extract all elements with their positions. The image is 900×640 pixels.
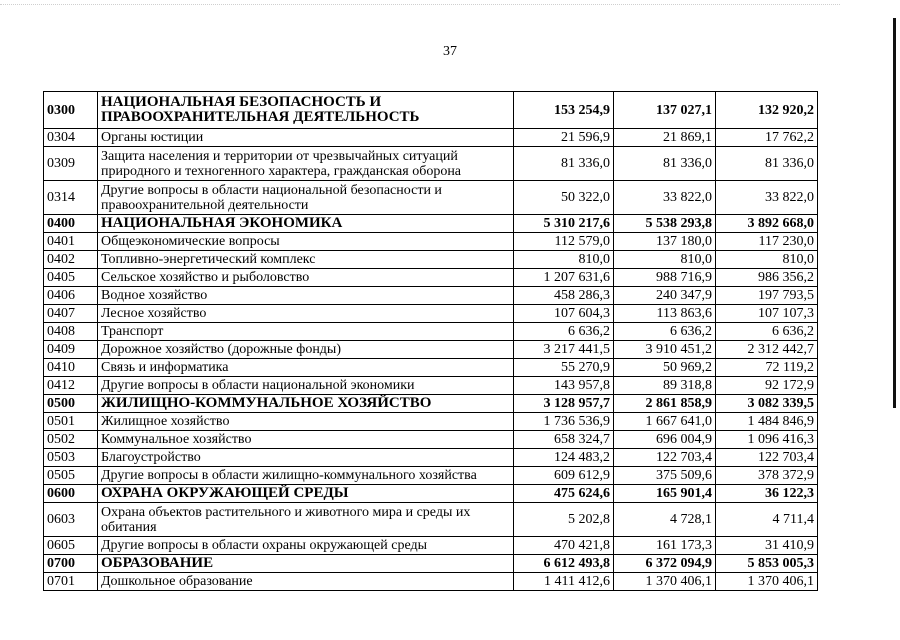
row-name: ОБРАЗОВАНИЕ (98, 555, 514, 573)
row-value-col3: 197 793,5 (716, 287, 818, 305)
row-code: 0309 (44, 147, 98, 181)
row-name: Дорожное хозяйство (дорожные фонды) (98, 341, 514, 359)
table-row (44, 467, 818, 485)
row-value-col2: 1 370 406,1 (614, 573, 716, 591)
row-value-col2: 122 703,4 (614, 449, 716, 467)
row-value-col1: 5 202,8 (514, 503, 614, 537)
row-value-col2: 696 004,9 (614, 431, 716, 449)
section-row (44, 485, 818, 503)
row-value-col3: 4 711,4 (716, 503, 818, 537)
row-value-col2: 5 538 293,8 (614, 215, 716, 233)
row-value-col1: 143 957,8 (514, 377, 614, 395)
section-row (44, 215, 818, 233)
row-code: 0501 (44, 413, 98, 431)
row-value-col2: 3 910 451,2 (614, 341, 716, 359)
table-row (44, 323, 818, 341)
row-code: 0304 (44, 129, 98, 147)
row-value-col2: 113 863,6 (614, 305, 716, 323)
row-name: Другие вопросы в области национальной безопасности и правоохранительной деятельности (98, 181, 514, 215)
row-value-col1: 810,0 (514, 251, 614, 269)
row-name: Охрана объектов растительного и животного мира и среды их обитания (98, 503, 514, 537)
row-value-col2: 4 728,1 (614, 503, 716, 537)
row-value-col2: 165 901,4 (614, 485, 716, 503)
row-code: 0500 (44, 395, 98, 413)
row-code: 0314 (44, 181, 98, 215)
table-row (44, 413, 818, 431)
row-code: 0701 (44, 573, 98, 591)
row-value-col2: 6 372 094,9 (614, 555, 716, 573)
row-value-col3: 3 082 339,5 (716, 395, 818, 413)
row-value-col3: 92 172,9 (716, 377, 818, 395)
row-value-col2: 6 636,2 (614, 323, 716, 341)
table-row (44, 431, 818, 449)
row-value-col1: 107 604,3 (514, 305, 614, 323)
row-name: Другие вопросы в области жилищно-коммунального хозяйства (98, 467, 514, 485)
row-value-col2: 50 969,2 (614, 359, 716, 377)
row-code: 0405 (44, 269, 98, 287)
row-code: 0600 (44, 485, 98, 503)
row-value-col1: 153 254,9 (514, 92, 614, 129)
row-value-col3: 122 703,4 (716, 449, 818, 467)
row-value-col1: 609 612,9 (514, 467, 614, 485)
row-name: Другие вопросы в области охраны окружающей среды (98, 537, 514, 555)
row-value-col1: 6 612 493,8 (514, 555, 614, 573)
budget-table (43, 91, 818, 591)
table-row (44, 233, 818, 251)
row-name: ОХРАНА ОКРУЖАЮЩЕЙ СРЕДЫ (98, 485, 514, 503)
row-value-col3: 810,0 (716, 251, 818, 269)
table-row (44, 287, 818, 305)
row-value-col1: 3 217 441,5 (514, 341, 614, 359)
row-value-col3: 33 822,0 (716, 181, 818, 215)
row-name: НАЦИОНАЛЬНАЯ БЕЗОПАСНОСТЬ И ПРАВООХРАНИТЕЛЬНАЯ ДЕЯТЕЛЬНОСТЬ (98, 92, 514, 129)
scan-right-edge-mark (893, 18, 896, 408)
budget-table-body (44, 92, 818, 591)
table-row (44, 449, 818, 467)
row-name: Лесное хозяйство (98, 305, 514, 323)
table-row (44, 251, 818, 269)
row-name: Дошкольное образование (98, 573, 514, 591)
row-value-col3: 17 762,2 (716, 129, 818, 147)
row-value-col3: 72 119,2 (716, 359, 818, 377)
row-code: 0412 (44, 377, 98, 395)
row-code: 0505 (44, 467, 98, 485)
row-value-col3: 1 096 416,3 (716, 431, 818, 449)
row-code: 0300 (44, 92, 98, 129)
row-value-col1: 3 128 957,7 (514, 395, 614, 413)
table-row (44, 377, 818, 395)
row-value-col3: 2 312 442,7 (716, 341, 818, 359)
row-value-col2: 137 180,0 (614, 233, 716, 251)
table-row (44, 537, 818, 555)
row-value-col2: 81 336,0 (614, 147, 716, 181)
row-value-col1: 470 421,8 (514, 537, 614, 555)
section-row (44, 395, 818, 413)
row-code: 0603 (44, 503, 98, 537)
row-value-col3: 5 853 005,3 (716, 555, 818, 573)
table-row (44, 503, 818, 537)
row-value-col3: 6 636,2 (716, 323, 818, 341)
row-value-col2: 33 822,0 (614, 181, 716, 215)
row-name: Связь и информатика (98, 359, 514, 377)
row-value-col2: 137 027,1 (614, 92, 716, 129)
row-value-col2: 89 318,8 (614, 377, 716, 395)
row-value-col2: 1 667 641,0 (614, 413, 716, 431)
row-name: Сельское хозяйство и рыболовство (98, 269, 514, 287)
row-name: Благоустройство (98, 449, 514, 467)
row-name: Водное хозяйство (98, 287, 514, 305)
row-value-col1: 6 636,2 (514, 323, 614, 341)
row-value-col3: 117 230,0 (716, 233, 818, 251)
row-code: 0400 (44, 215, 98, 233)
table-row (44, 147, 818, 181)
row-value-col2: 161 173,3 (614, 537, 716, 555)
row-value-col3: 107 107,3 (716, 305, 818, 323)
row-value-col3: 31 410,9 (716, 537, 818, 555)
row-value-col3: 132 920,2 (716, 92, 818, 129)
row-value-col1: 1 736 536,9 (514, 413, 614, 431)
row-name: Транспорт (98, 323, 514, 341)
row-value-col3: 1 370 406,1 (716, 573, 818, 591)
row-code: 0406 (44, 287, 98, 305)
row-name: Защита населения и территории от чрезвычайных ситуаций природного и техногенного характера, гражданская оборона (98, 147, 514, 181)
row-value-col3: 36 122,3 (716, 485, 818, 503)
row-code: 0503 (44, 449, 98, 467)
row-value-col2: 988 716,9 (614, 269, 716, 287)
row-name: Общеэкономические вопросы (98, 233, 514, 251)
table-row (44, 269, 818, 287)
row-name: Органы юстиции (98, 129, 514, 147)
row-value-col3: 81 336,0 (716, 147, 818, 181)
row-name: Коммунальное хозяйство (98, 431, 514, 449)
table-row (44, 305, 818, 323)
row-name: НАЦИОНАЛЬНАЯ ЭКОНОМИКА (98, 215, 514, 233)
table-row (44, 181, 818, 215)
table-row (44, 359, 818, 377)
row-name: Другие вопросы в области национальной экономики (98, 377, 514, 395)
row-value-col3: 1 484 846,9 (716, 413, 818, 431)
row-value-col1: 1 411 412,6 (514, 573, 614, 591)
row-value-col2: 21 869,1 (614, 129, 716, 147)
row-value-col3: 986 356,2 (716, 269, 818, 287)
table-row (44, 129, 818, 147)
row-value-col1: 475 624,6 (514, 485, 614, 503)
row-value-col1: 124 483,2 (514, 449, 614, 467)
row-code: 0401 (44, 233, 98, 251)
table-row (44, 341, 818, 359)
table-row (44, 573, 818, 591)
row-code: 0605 (44, 537, 98, 555)
row-value-col3: 3 892 668,0 (716, 215, 818, 233)
section-row (44, 555, 818, 573)
row-name: ЖИЛИЩНО-КОММУНАЛЬНОЕ ХОЗЯЙСТВО (98, 395, 514, 413)
row-code: 0408 (44, 323, 98, 341)
row-value-col2: 375 509,6 (614, 467, 716, 485)
row-value-col2: 240 347,9 (614, 287, 716, 305)
row-value-col1: 112 579,0 (514, 233, 614, 251)
row-code: 0407 (44, 305, 98, 323)
row-value-col1: 458 286,3 (514, 287, 614, 305)
scan-top-edge (0, 4, 840, 5)
row-name: Жилищное хозяйство (98, 413, 514, 431)
row-value-col1: 55 270,9 (514, 359, 614, 377)
row-value-col1: 81 336,0 (514, 147, 614, 181)
row-value-col1: 50 322,0 (514, 181, 614, 215)
row-code: 0409 (44, 341, 98, 359)
section-row (44, 92, 818, 129)
row-value-col1: 1 207 631,6 (514, 269, 614, 287)
row-name: Топливно-энергетический комплекс (98, 251, 514, 269)
row-code: 0402 (44, 251, 98, 269)
row-value-col1: 658 324,7 (514, 431, 614, 449)
row-value-col2: 2 861 858,9 (614, 395, 716, 413)
row-value-col1: 5 310 217,6 (514, 215, 614, 233)
row-code: 0410 (44, 359, 98, 377)
row-value-col1: 21 596,9 (514, 129, 614, 147)
row-code: 0502 (44, 431, 98, 449)
page-number: 37 (443, 44, 457, 59)
row-code: 0700 (44, 555, 98, 573)
row-value-col2: 810,0 (614, 251, 716, 269)
row-value-col3: 378 372,9 (716, 467, 818, 485)
